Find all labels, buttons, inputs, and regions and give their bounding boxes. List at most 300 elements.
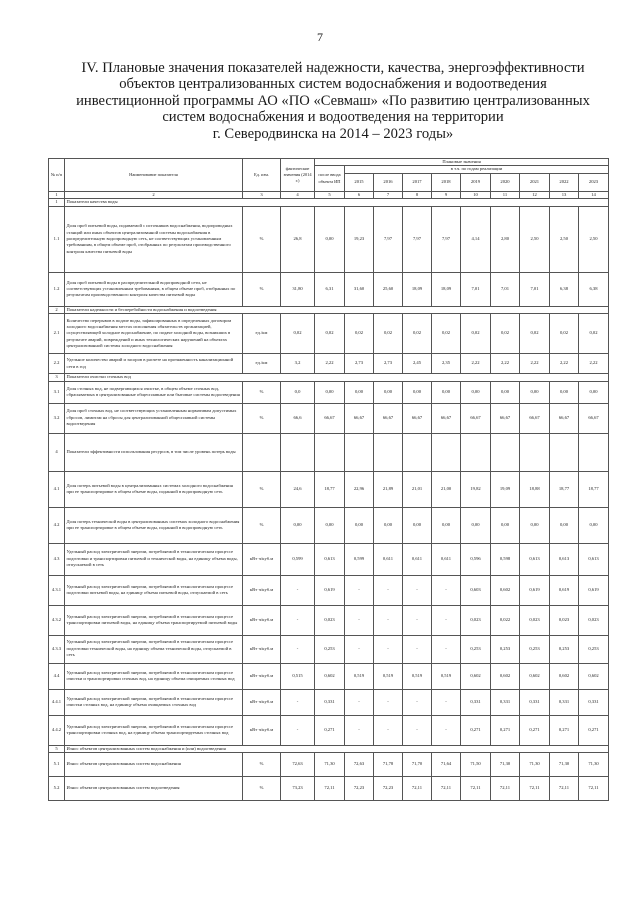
value-cell: 71,30 bbox=[550, 752, 579, 776]
value-cell: 0,253 bbox=[579, 635, 609, 663]
value-cell: 0,00 bbox=[315, 381, 345, 403]
value-cell: 0,00 bbox=[403, 507, 432, 543]
header-year: 2019 bbox=[461, 173, 491, 191]
value-cell: 0,253 bbox=[550, 635, 579, 663]
empty-cell bbox=[281, 433, 315, 471]
value-cell: 0,515 bbox=[281, 663, 315, 689]
value-cell: 0,596 bbox=[461, 543, 491, 575]
value-cell: - bbox=[403, 575, 432, 605]
value-cell: 0,022 bbox=[491, 605, 520, 635]
empty-cell bbox=[374, 433, 403, 471]
value-cell: - bbox=[281, 575, 315, 605]
value-cell: 71,70 bbox=[403, 752, 432, 776]
value-cell: 0,023 bbox=[461, 605, 491, 635]
value-cell: 18,09 bbox=[403, 272, 432, 306]
value-cell: 0,619 bbox=[520, 575, 550, 605]
value-cell: 72,11 bbox=[520, 776, 550, 800]
value-cell: 22,96 bbox=[345, 471, 374, 507]
indicator-name: Удельный расход электрической энергии, потребляемой в технологическом процессе очистки сточных вод, на единицу объема очищаемых сточных вод bbox=[65, 689, 243, 715]
value-cell: 2,50 bbox=[550, 206, 579, 272]
value-cell: 2,73 bbox=[345, 354, 374, 374]
value-cell: 71,30 bbox=[520, 752, 550, 776]
column-number: 6 bbox=[345, 191, 374, 198]
value-cell: 0,271 bbox=[550, 715, 579, 745]
section-number: 1 bbox=[49, 199, 65, 206]
value-cell: 0,00 bbox=[315, 206, 345, 272]
indicator-name: Доля проб питьевой воды, подаваемой с источников водоснабжения, водопроводных станций или иных объектов централизованной системы водоснабжения в распределительную водопроводную сеть, не соответствующих установленным требованиям, в общем объеме проб, отобранных по результатам производственного контроля качества питьевой воды bbox=[65, 206, 243, 272]
value-cell: - bbox=[281, 635, 315, 663]
value-cell: - bbox=[281, 605, 315, 635]
value-cell: 6,38 bbox=[550, 272, 579, 306]
value-cell: 31,60 bbox=[345, 272, 374, 306]
value-cell: 0,331 bbox=[550, 689, 579, 715]
value-cell: 7,01 bbox=[520, 272, 550, 306]
value-cell: 3,2 bbox=[281, 354, 315, 374]
value-cell: 71,30 bbox=[491, 752, 520, 776]
row-number: 4.3.2 bbox=[49, 605, 65, 635]
value-cell: - bbox=[403, 635, 432, 663]
empty-cell bbox=[550, 433, 579, 471]
unit-cell: кВт·ч/куб.м bbox=[243, 635, 281, 663]
value-cell: 0,00 bbox=[432, 507, 461, 543]
column-number: 13 bbox=[550, 191, 579, 198]
value-cell: 0,331 bbox=[579, 689, 609, 715]
row-number: 4.3 bbox=[49, 543, 65, 575]
section-number: 3 bbox=[49, 374, 65, 381]
column-number: 4 bbox=[281, 191, 315, 198]
value-cell: 24,6 bbox=[281, 471, 315, 507]
value-cell: 71,50 bbox=[461, 752, 491, 776]
section-row bbox=[49, 306, 609, 313]
value-cell: 0,331 bbox=[315, 689, 345, 715]
header-planned: Плановые значения bbox=[315, 159, 609, 166]
indicators-table-wrapper bbox=[48, 158, 608, 801]
empty-cell bbox=[520, 433, 550, 471]
value-cell: 2,50 bbox=[579, 206, 609, 272]
value-cell: 0,02 bbox=[374, 314, 403, 354]
value-cell: 72,11 bbox=[491, 776, 520, 800]
value-cell: 72,23 bbox=[345, 776, 374, 800]
value-cell: 0,00 bbox=[432, 381, 461, 403]
section-title: Показатели надежности и бесперебойности водоснабжения и водоотведения bbox=[65, 306, 609, 313]
value-cell: - bbox=[345, 689, 374, 715]
heading-line-2: объектов централизованных систем водоснабжения и водоотведения bbox=[119, 76, 547, 93]
value-cell: 0,0 bbox=[281, 381, 315, 403]
value-cell: 0,02 bbox=[550, 314, 579, 354]
value-cell: 71,78 bbox=[374, 752, 403, 776]
column-number: 1 bbox=[49, 191, 65, 198]
value-cell: 21,89 bbox=[374, 471, 403, 507]
value-cell: 66,67 bbox=[579, 403, 609, 433]
table-row bbox=[49, 715, 609, 745]
value-cell: 7,97 bbox=[374, 206, 403, 272]
row-number: 4.3.3 bbox=[49, 635, 65, 663]
value-cell: 0,619 bbox=[315, 575, 345, 605]
value-cell: 72,11 bbox=[461, 776, 491, 800]
value-cell: 21,01 bbox=[403, 471, 432, 507]
value-cell: 66,67 bbox=[491, 403, 520, 433]
value-cell: 18,88 bbox=[520, 471, 550, 507]
table-row bbox=[49, 776, 609, 800]
column-number: 10 bbox=[461, 191, 491, 198]
header-no: № п/п bbox=[49, 159, 65, 192]
table-row bbox=[49, 635, 609, 663]
row-number: 5.2 bbox=[49, 776, 65, 800]
value-cell: - bbox=[432, 635, 461, 663]
section-number: 5 bbox=[49, 745, 65, 752]
value-cell: 0,00 bbox=[461, 507, 491, 543]
value-cell: 0,613 bbox=[315, 543, 345, 575]
value-cell: 0,331 bbox=[491, 689, 520, 715]
empty-cell bbox=[243, 433, 281, 471]
value-cell: - bbox=[432, 715, 461, 745]
value-cell: 72,11 bbox=[579, 776, 609, 800]
value-cell: - bbox=[281, 689, 315, 715]
table-row bbox=[49, 314, 609, 354]
indicator-name: Доля проб питьевой воды в распределительной водопроводной сети, не соответствующих установленным требованиям, в общем объеме проб, отобранных по результатам производственного контроля качества питьевой воды bbox=[65, 272, 243, 306]
section-row bbox=[49, 433, 609, 471]
value-cell: 0,02 bbox=[345, 314, 374, 354]
value-cell: 6,38 bbox=[579, 272, 609, 306]
value-cell: 0,519 bbox=[345, 663, 374, 689]
column-number: 5 bbox=[315, 191, 345, 198]
value-cell: 19,82 bbox=[461, 471, 491, 507]
value-cell: 72,11 bbox=[403, 776, 432, 800]
section-title: Износ объектов централизованных систем водоснабжения и (или) водоотведения bbox=[65, 745, 609, 752]
value-cell: 2,45 bbox=[403, 354, 432, 374]
value-cell: 2,22 bbox=[461, 354, 491, 374]
value-cell: 7,97 bbox=[403, 206, 432, 272]
section-number: 2 bbox=[49, 306, 65, 313]
value-cell: 0,611 bbox=[403, 543, 432, 575]
value-cell: 71,30 bbox=[579, 752, 609, 776]
value-cell: - bbox=[374, 635, 403, 663]
value-cell: 72,63 bbox=[345, 752, 374, 776]
value-cell: 0,602 bbox=[491, 663, 520, 689]
value-cell: 31,80 bbox=[281, 272, 315, 306]
empty-cell bbox=[461, 433, 491, 471]
row-number: 5.1 bbox=[49, 752, 65, 776]
column-numbers-row bbox=[49, 191, 609, 198]
value-cell: 72,11 bbox=[432, 776, 461, 800]
row-number: 2.1 bbox=[49, 314, 65, 354]
value-cell: 0,331 bbox=[461, 689, 491, 715]
value-cell: 66,67 bbox=[461, 403, 491, 433]
value-cell: 26,8 bbox=[281, 206, 315, 272]
value-cell: 0,023 bbox=[579, 605, 609, 635]
value-cell: 71,64 bbox=[432, 752, 461, 776]
value-cell: 7,97 bbox=[432, 206, 461, 272]
column-number: 7 bbox=[374, 191, 403, 198]
value-cell: 21,00 bbox=[432, 471, 461, 507]
value-cell: 0,00 bbox=[550, 381, 579, 403]
value-cell: 7,01 bbox=[461, 272, 491, 306]
value-cell: 4,14 bbox=[461, 206, 491, 272]
value-cell: - bbox=[345, 635, 374, 663]
value-cell: 0,611 bbox=[432, 543, 461, 575]
value-cell: 66,67 bbox=[345, 403, 374, 433]
header-year: 2023 bbox=[579, 173, 609, 191]
column-number: 3 bbox=[243, 191, 281, 198]
unit-cell: % bbox=[243, 752, 281, 776]
value-cell: 66,67 bbox=[315, 403, 345, 433]
value-cell: 0,271 bbox=[491, 715, 520, 745]
value-cell: 0,602 bbox=[579, 663, 609, 689]
header-by-years: в т.ч. по годам реализации bbox=[345, 166, 609, 173]
value-cell: - bbox=[374, 605, 403, 635]
value-cell: 0,02 bbox=[403, 314, 432, 354]
value-cell: 2,22 bbox=[520, 354, 550, 374]
unit-cell: ед./км bbox=[243, 354, 281, 374]
header-name: Наименование показателя bbox=[65, 159, 243, 192]
indicator-name: Удельный расход электрической энергии, потребляемой в технологическом процессе подготовки питьевой воды, на единицу объема питьевой воды, отпускаемой в сеть bbox=[65, 575, 243, 605]
page-number: 7 bbox=[317, 30, 323, 44]
value-cell: 66,67 bbox=[374, 403, 403, 433]
value-cell: 19,09 bbox=[491, 471, 520, 507]
value-cell: 0,602 bbox=[315, 663, 345, 689]
section-title: Показатели очистки сточных вод bbox=[65, 374, 609, 381]
value-cell: 0,00 bbox=[491, 507, 520, 543]
column-number: 9 bbox=[432, 191, 461, 198]
value-cell: 0,00 bbox=[579, 381, 609, 403]
value-cell: 0,00 bbox=[461, 381, 491, 403]
unit-cell: % bbox=[243, 403, 281, 433]
header-year: 2021 bbox=[520, 173, 550, 191]
header-after: после ввода объекта ИП bbox=[315, 166, 345, 191]
column-number: 11 bbox=[491, 191, 520, 198]
value-cell: 18,77 bbox=[550, 471, 579, 507]
value-cell: 72,11 bbox=[315, 776, 345, 800]
table-row bbox=[49, 543, 609, 575]
unit-cell: ед./км bbox=[243, 314, 281, 354]
row-number: 4.3.1 bbox=[49, 575, 65, 605]
value-cell: 72,23 bbox=[374, 776, 403, 800]
header-year: 2016 bbox=[374, 173, 403, 191]
indicator-name: Доля потерь питьевой воды в централизованных системах холодного водоснабжения при ее транспортировке в общем объеме воды, поданной в водопроводную сеть bbox=[65, 471, 243, 507]
value-cell: 0,602 bbox=[520, 663, 550, 689]
value-cell: 2,73 bbox=[374, 354, 403, 374]
empty-cell bbox=[579, 433, 609, 471]
indicator-name: Удельный расход электрической энергии, потребляемой в технологическом процессе транспортировки питьевой воды, на единицу объема транспортируемой питьевой воды bbox=[65, 605, 243, 635]
value-cell: 72,63 bbox=[281, 752, 315, 776]
indicator-name: Удельный расход электрической энергии, потребляемой в технологическом процессе очистки и транспортировки сточных вод, на единицу объема очищаемых сточных вод bbox=[65, 663, 243, 689]
value-cell: 0,00 bbox=[491, 381, 520, 403]
value-cell: 0,02 bbox=[432, 314, 461, 354]
value-cell: 0,619 bbox=[579, 575, 609, 605]
value-cell: 0,602 bbox=[491, 575, 520, 605]
value-cell: 66,67 bbox=[403, 403, 432, 433]
value-cell: - bbox=[432, 605, 461, 635]
header-year: 2020 bbox=[491, 173, 520, 191]
row-number: 4.4.1 bbox=[49, 689, 65, 715]
value-cell: 18,77 bbox=[315, 471, 345, 507]
indicator-name: Доля сточных вод, не подвергающихся очистке, в общем объеме сточных вод, сбрасываемых в централизованные общесплавные или бытовые системы водоотведения bbox=[65, 381, 243, 403]
value-cell: 73,23 bbox=[281, 776, 315, 800]
value-cell: 0,02 bbox=[281, 314, 315, 354]
value-cell: 72,11 bbox=[550, 776, 579, 800]
document-heading bbox=[60, 60, 606, 142]
heading-line-3: инвестиционной программы АО «ПО «Севмаш» «По развитию централизованных bbox=[76, 92, 590, 109]
table-row bbox=[49, 689, 609, 715]
value-cell: 0,00 bbox=[550, 507, 579, 543]
value-cell: 0,00 bbox=[374, 381, 403, 403]
value-cell: 0,023 bbox=[550, 605, 579, 635]
value-cell: 2,35 bbox=[432, 354, 461, 374]
section-number: 4 bbox=[49, 433, 65, 471]
table-row bbox=[49, 206, 609, 272]
value-cell: 0,00 bbox=[520, 507, 550, 543]
value-cell: 18,09 bbox=[432, 272, 461, 306]
header-actual: фактические значения (2014 г.) bbox=[281, 159, 315, 192]
value-cell: 0,023 bbox=[315, 605, 345, 635]
indicator-name: Доля потерь технической воды в централизованных системах холодного водоснабжения при ее транспортировке в общем объеме воды, поданной в водопроводную сеть bbox=[65, 507, 243, 543]
unit-cell: % bbox=[243, 507, 281, 543]
column-number: 8 bbox=[403, 191, 432, 198]
indicator-name: Износ объектов централизованных систем водоснабжения bbox=[65, 752, 243, 776]
column-number: 14 bbox=[579, 191, 609, 198]
value-cell: 0,599 bbox=[281, 543, 315, 575]
header-year: 2018 bbox=[432, 173, 461, 191]
value-cell: 0,023 bbox=[520, 605, 550, 635]
value-cell: 0,598 bbox=[491, 543, 520, 575]
value-cell: 0,00 bbox=[403, 381, 432, 403]
value-cell: 0,613 bbox=[579, 543, 609, 575]
heading-line-4: систем водоснабжения и водоотведения на территории bbox=[162, 109, 504, 126]
value-cell: 0,602 bbox=[550, 663, 579, 689]
row-number: 4.4 bbox=[49, 663, 65, 689]
indicator-name: Количество перерывов в подаче воды, зафиксированных в определенных договором холодного водоснабжения местах исполнения обязательств организацией, осуществляющей холодное водоснабжение, по подаче холодной воды, возникших в результате аварий, повреждений и иных технологических нарушений на объектах централизованной системы холодного водоснабжения bbox=[65, 314, 243, 354]
table-row bbox=[49, 381, 609, 403]
table-row bbox=[49, 575, 609, 605]
empty-cell bbox=[432, 433, 461, 471]
value-cell: 71,30 bbox=[315, 752, 345, 776]
row-number: 1.1 bbox=[49, 206, 65, 272]
value-cell: - bbox=[345, 605, 374, 635]
value-cell: 0,271 bbox=[520, 715, 550, 745]
value-cell: 0,271 bbox=[461, 715, 491, 745]
value-cell: 0,253 bbox=[315, 635, 345, 663]
value-cell: 0,00 bbox=[520, 381, 550, 403]
value-cell: 2,80 bbox=[491, 206, 520, 272]
value-cell: 66,6 bbox=[281, 403, 315, 433]
value-cell: - bbox=[374, 575, 403, 605]
value-cell: 0,613 bbox=[520, 543, 550, 575]
section-title: Показатели качества воды bbox=[65, 199, 609, 206]
value-cell: 25,60 bbox=[374, 272, 403, 306]
value-cell: 0,599 bbox=[345, 543, 374, 575]
unit-cell: кВт·ч/куб.м bbox=[243, 605, 281, 635]
value-cell: 19,23 bbox=[345, 206, 374, 272]
value-cell: 0,02 bbox=[579, 314, 609, 354]
row-number: 3.1 bbox=[49, 381, 65, 403]
row-number: 4.1 bbox=[49, 471, 65, 507]
value-cell: - bbox=[345, 575, 374, 605]
value-cell: 0,02 bbox=[491, 314, 520, 354]
value-cell: 0,519 bbox=[403, 663, 432, 689]
header-unit: Ед. изм. bbox=[243, 159, 281, 192]
table-row bbox=[49, 354, 609, 374]
section-row bbox=[49, 199, 609, 206]
value-cell: 2,22 bbox=[579, 354, 609, 374]
indicator-name: Доля проб сточных вод, не соответствующих установленным нормативам допустимых сбросов, лимитам на сбросы для централизованной общесплавной системы водоотведения bbox=[65, 403, 243, 433]
value-cell: - bbox=[432, 575, 461, 605]
value-cell: 2,22 bbox=[315, 354, 345, 374]
value-cell: 0,519 bbox=[374, 663, 403, 689]
value-cell: 0,00 bbox=[315, 507, 345, 543]
header-year: 2015 bbox=[345, 173, 374, 191]
unit-cell: % bbox=[243, 381, 281, 403]
column-number: 12 bbox=[520, 191, 550, 198]
value-cell: 0,253 bbox=[520, 635, 550, 663]
value-cell: - bbox=[403, 689, 432, 715]
section-row bbox=[49, 745, 609, 752]
row-number: 2.2 bbox=[49, 354, 65, 374]
indicator-name: Удельный расход электрической энергии, потребляемой в технологическом процессе подготовки и транспортировки питьевой и технической воды, на единицу объема воды, отпускаемой в сеть bbox=[65, 543, 243, 575]
value-cell: 66,67 bbox=[520, 403, 550, 433]
table-row bbox=[49, 403, 609, 433]
value-cell: 66,67 bbox=[550, 403, 579, 433]
table-row bbox=[49, 605, 609, 635]
section-title: Показатели эффективности использования ресурсов, в том числе уровень потерь воды bbox=[65, 433, 243, 471]
table-row bbox=[49, 471, 609, 507]
value-cell: 2,50 bbox=[520, 206, 550, 272]
empty-cell bbox=[491, 433, 520, 471]
value-cell: 6,31 bbox=[315, 272, 345, 306]
empty-cell bbox=[345, 433, 374, 471]
table-row bbox=[49, 663, 609, 689]
value-cell: - bbox=[403, 715, 432, 745]
unit-cell: % bbox=[243, 471, 281, 507]
table-row bbox=[49, 507, 609, 543]
value-cell: 0,603 bbox=[461, 575, 491, 605]
unit-cell: кВт·ч/куб.м bbox=[243, 575, 281, 605]
value-cell: 0,619 bbox=[550, 575, 579, 605]
column-number: 2 bbox=[65, 191, 243, 198]
unit-cell: % bbox=[243, 206, 281, 272]
unit-cell: кВт·ч/куб.м bbox=[243, 715, 281, 745]
value-cell: 0,613 bbox=[550, 543, 579, 575]
unit-cell: % bbox=[243, 272, 281, 306]
value-cell: - bbox=[345, 715, 374, 745]
value-cell: 18,77 bbox=[579, 471, 609, 507]
value-cell: 0,02 bbox=[315, 314, 345, 354]
table-row bbox=[49, 272, 609, 306]
empty-cell bbox=[403, 433, 432, 471]
value-cell: 0,602 bbox=[461, 663, 491, 689]
indicator-name: Удельный расход электрической энергии, потребляемой в технологическом процессе транспортировки сточных вод, на единицу объема транспортируемых сточных вод bbox=[65, 715, 243, 745]
row-number: 4.2 bbox=[49, 507, 65, 543]
value-cell: 0,02 bbox=[520, 314, 550, 354]
value-cell: 0,519 bbox=[432, 663, 461, 689]
value-cell: 0,271 bbox=[579, 715, 609, 745]
value-cell: 0,00 bbox=[345, 381, 374, 403]
indicator-name: Износ объектов централизованных систем водоотведения bbox=[65, 776, 243, 800]
heading-line-1: IV. Плановые значения показателей надежности, качества, энергоэффективности bbox=[81, 60, 585, 76]
value-cell: - bbox=[281, 715, 315, 745]
heading-line-5: г. Северодвинска на 2014 – 2023 годы» bbox=[212, 125, 454, 142]
value-cell: 0,331 bbox=[520, 689, 550, 715]
table-body bbox=[49, 199, 609, 801]
value-cell: 66,67 bbox=[432, 403, 461, 433]
header-year: 2022 bbox=[550, 173, 579, 191]
value-cell: 2,22 bbox=[550, 354, 579, 374]
value-cell: - bbox=[432, 689, 461, 715]
unit-cell: кВт·ч/куб.м bbox=[243, 543, 281, 575]
value-cell: 7,01 bbox=[491, 272, 520, 306]
table-row bbox=[49, 752, 609, 776]
indicators-table bbox=[48, 158, 609, 801]
value-cell: 0,00 bbox=[374, 507, 403, 543]
